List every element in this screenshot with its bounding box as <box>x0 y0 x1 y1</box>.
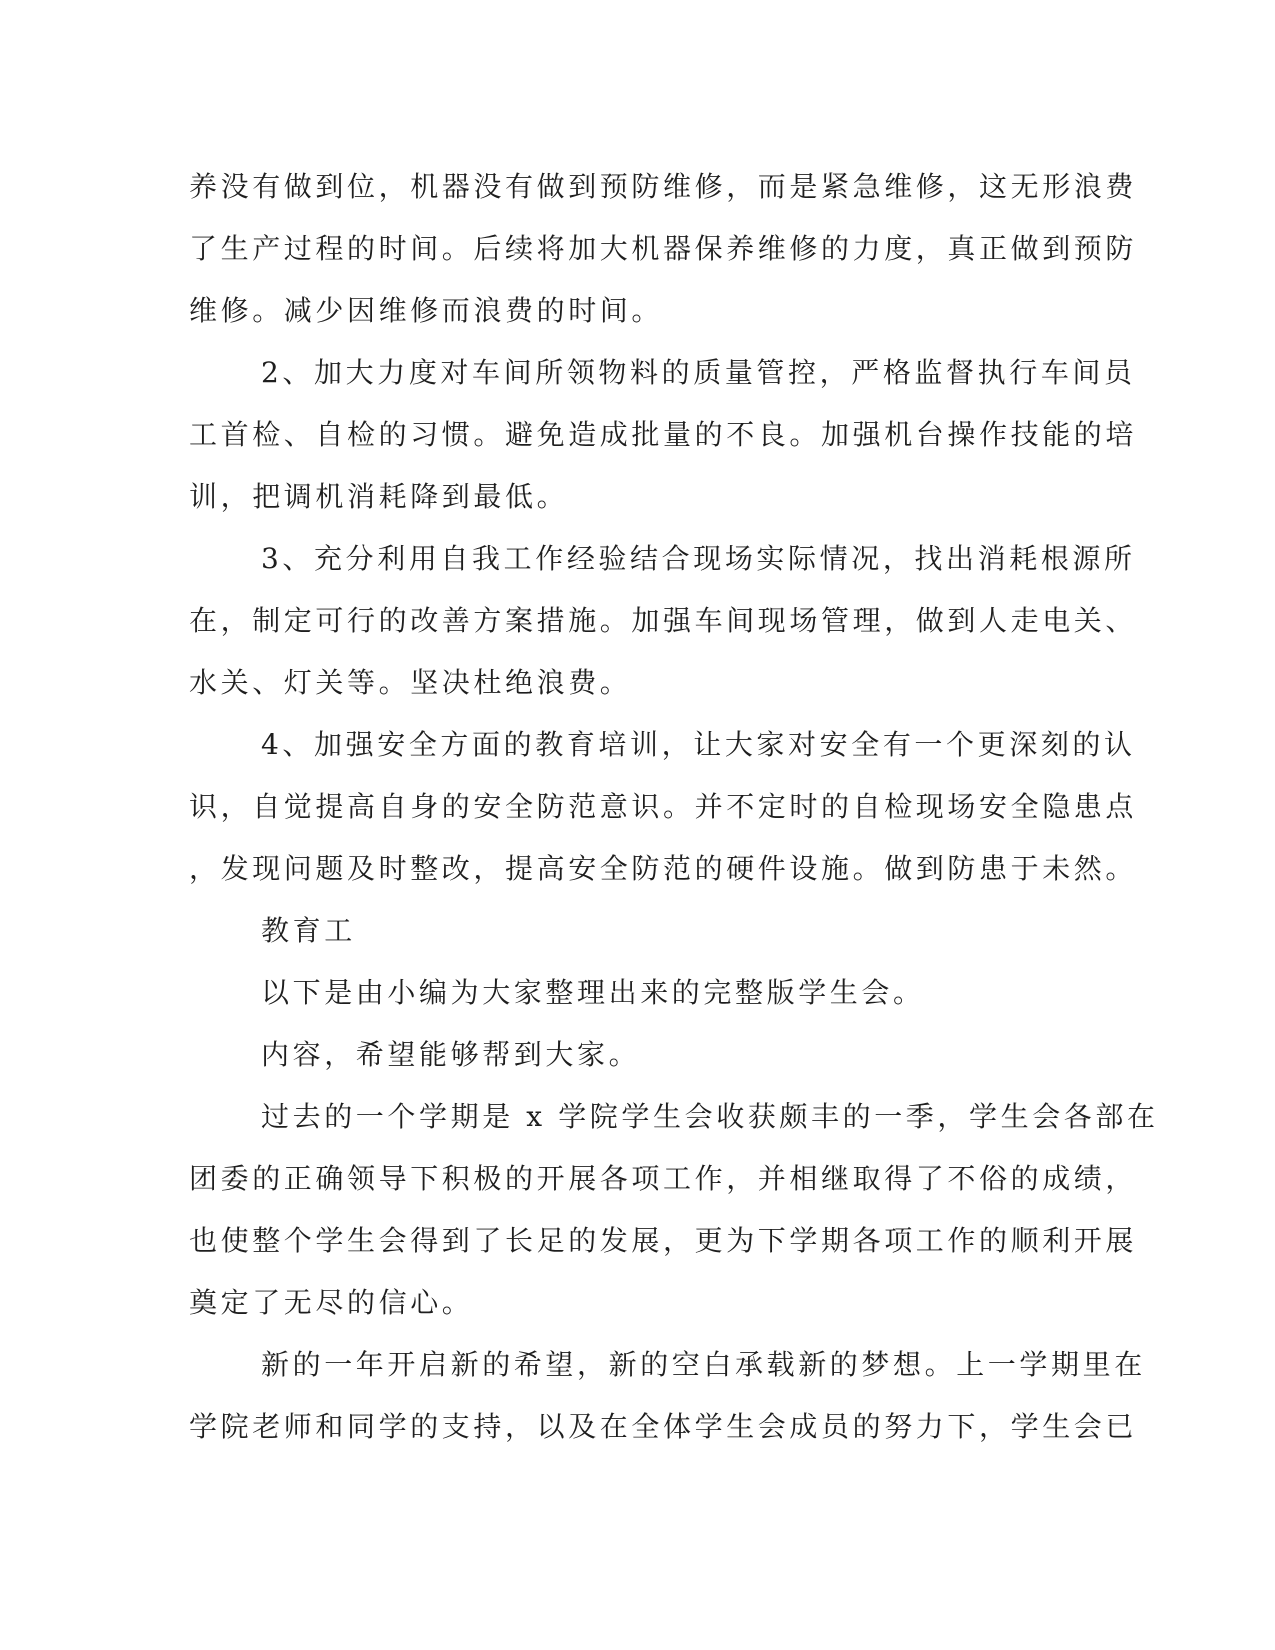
text-line: 以下是由小编为大家整理出来的完整版学生会。 <box>261 976 925 1009</box>
document-body <box>189 156 1159 1458</box>
text-line: 工首检、自检的习惯。避免造成批量的不良。加强机台操作技能的培 <box>189 418 1138 451</box>
text-line: 4、加强安全方面的教育培训，让大家对安全有一个更深刻的认 <box>261 728 1136 761</box>
text-line: 维修。减少因维修而浪费的时间。 <box>189 294 664 327</box>
text-line: 教育工 <box>261 914 356 947</box>
text-line: 团委的正确领导下积极的开展各项工作，并相继取得了不俗的成绩， <box>189 1162 1138 1195</box>
text-line: 新的一年开启新的希望，新的空白承载新的梦想。上一学期里在 <box>261 1348 1146 1381</box>
text-line: 内容，希望能够帮到大家。 <box>261 1038 641 1071</box>
text-line: 养没有做到位，机器没有做到预防维修，而是紧急维修，这无形浪费 <box>189 170 1138 203</box>
text-line: 2、加大力度对车间所领物料的质量管控，严格监督执行车间员 <box>261 356 1136 389</box>
text-line: 学院老师和同学的支持，以及在全体学生会成员的努力下，学生会已 <box>189 1410 1138 1443</box>
text-line: 也使整个学生会得到了长足的发展，更为下学期各项工作的顺利开展 <box>189 1224 1138 1257</box>
text-line: 了生产过程的时间。后续将加大机器保养维修的力度，真正做到预防 <box>189 232 1138 265</box>
text-line: 奠定了无尽的信心。 <box>189 1286 474 1319</box>
text-line: 识，自觉提高自身的安全防范意识。并不定时的自检现场安全隐患点 <box>189 790 1138 823</box>
text-line: 3、充分利用自我工作经验结合现场实际情况，找出消耗根源所 <box>261 542 1136 575</box>
text-line: 过去的一个学期是 x 学院学生会收获颇丰的一季，学生会各部在 <box>261 1100 1159 1133</box>
text-line: ，发现问题及时整改，提高安全防范的硬件设施。做到防患于未然。 <box>189 852 1138 885</box>
text-line: 训，把调机消耗降到最低。 <box>189 480 569 513</box>
text-line: 在，制定可行的改善方案措施。加强车间现场管理，做到人走电关、 <box>189 604 1138 637</box>
text-line: 水关、灯关等。坚决杜绝浪费。 <box>189 666 632 699</box>
